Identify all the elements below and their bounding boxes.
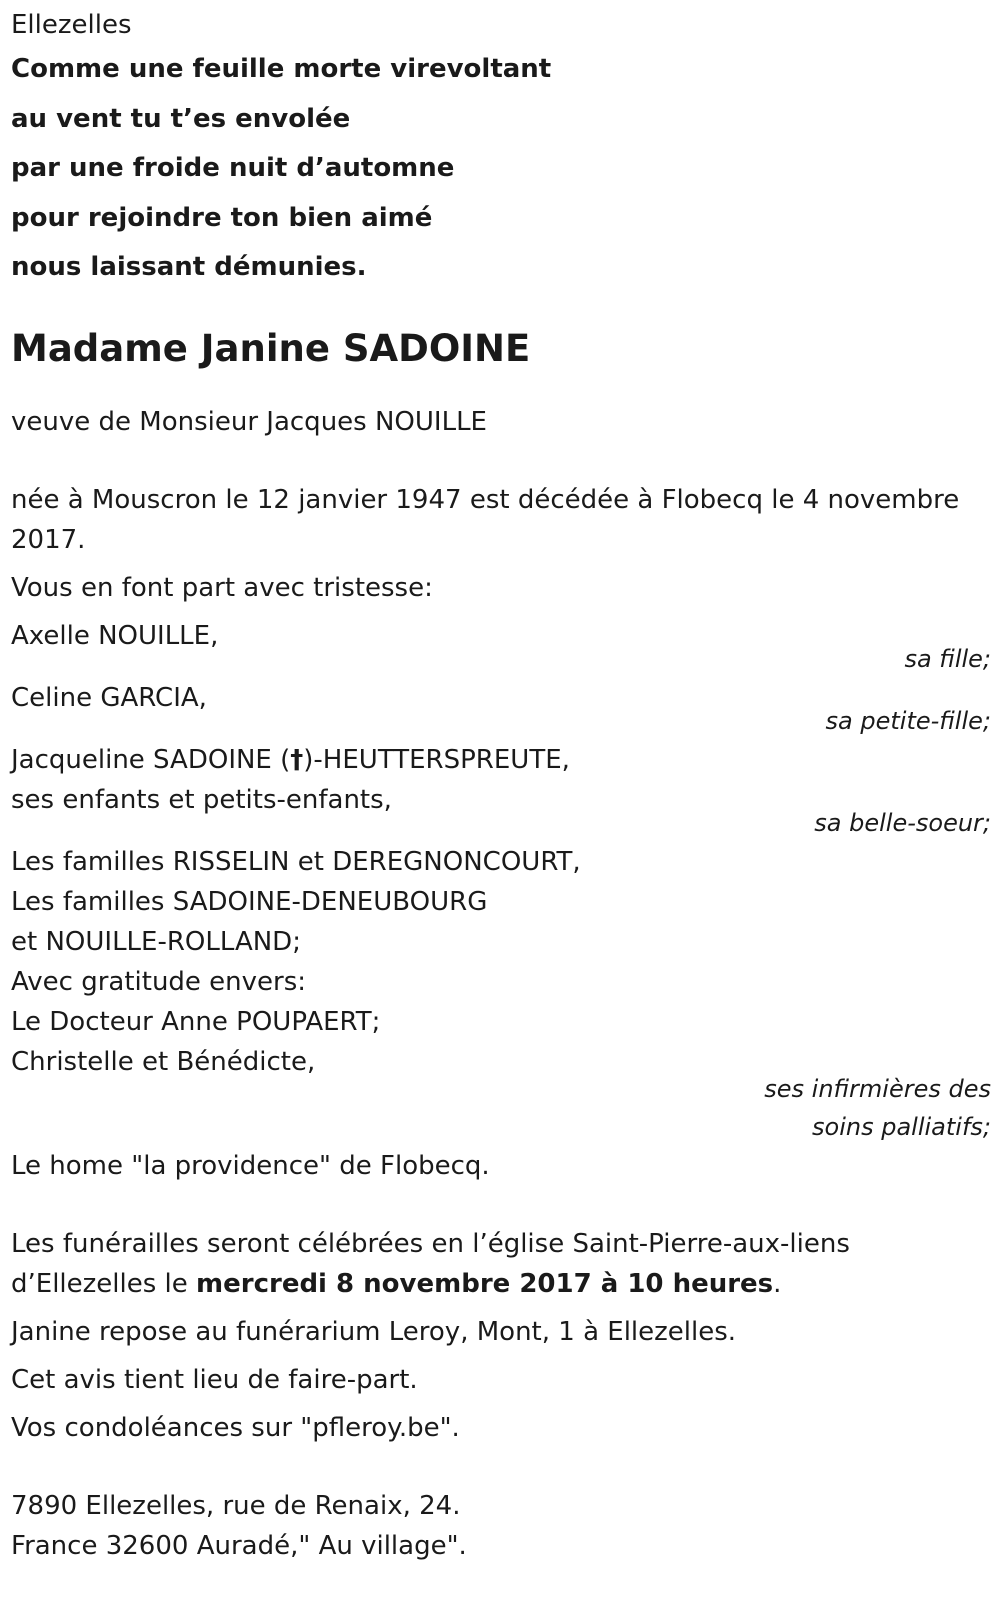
funeral-line: Les funérailles seront célébrées en l’église Saint-Pierre-aux-liens: [11, 1228, 850, 1259]
rest-line: Janine repose au funérarium Leroy, Mont, 1 à Ellezelles.: [11, 1316, 737, 1347]
funeral-text: d’Ellezelles le: [11, 1268, 197, 1299]
family-line: Les familles RISSELIN et DEREGNONCOURT,: [11, 846, 581, 877]
funeral-line: [11, 1264, 991, 1304]
address-line: 7890 Ellezelles, rue de Renaix, 24.: [11, 1490, 461, 1521]
funeral-paragraph: [11, 1224, 991, 1304]
family-role: sa petite-fille;: [825, 706, 991, 735]
poem-line: nous laissant démunies.: [11, 252, 367, 282]
family-entry-granddaughter: [11, 678, 991, 740]
family-role: ses infirmières des: [764, 1074, 991, 1103]
family-line: Avec gratitude envers:: [11, 966, 307, 997]
city-heading: Ellezelles: [11, 10, 132, 40]
family-entry-others: [11, 842, 991, 1146]
family-member-name-part: )-HEUTTERSPREUTE,: [303, 744, 570, 775]
family-role: sa belle-soeur;: [814, 808, 991, 837]
family-line: Le Docteur Anne POUPAERT;: [11, 1006, 381, 1037]
condolences-line: Vos condoléances sur "pfleroy.be".: [11, 1412, 460, 1443]
poem-line: Comme une feuille morte virevoltant: [11, 54, 552, 84]
announcement-line: Vous en font part avec tristesse:: [11, 572, 433, 603]
birth-death-line-continued: 2017.: [11, 524, 86, 555]
poem: [11, 45, 991, 293]
family-member-name-part: Jacqueline SADOINE (: [11, 744, 291, 775]
family-member-descendants: ses enfants et petits-enfants,: [11, 784, 392, 815]
poem-line: par une froide nuit d’automne: [11, 153, 455, 183]
family-line: et NOUILLE-ROLLAND;: [11, 926, 301, 957]
family-entry-sister-in-law: [11, 740, 991, 842]
funeral-date-time: mercredi 8 novembre 2017 à 10 heures: [196, 1268, 774, 1299]
family-member-name: [11, 740, 991, 780]
family-entry-daughter: [11, 616, 991, 678]
funeral-text: .: [773, 1268, 782, 1299]
family-role: soins palliatifs;: [812, 1112, 991, 1141]
poem-line: pour rejoindre ton bien aimé: [11, 202, 433, 233]
birth-death-line: née à Mouscron le 12 janvier 1947 est décédée à Flobecq le 4 novembre: [11, 484, 960, 515]
spouse-line: veuve de Monsieur Jacques NOUILLE: [11, 406, 487, 437]
family-member-name: Celine GARCIA,: [11, 682, 207, 713]
family-line: Les familles SADOINE-DENEUBOURG: [11, 886, 488, 917]
poem-line: au vent tu t’es envolée: [11, 103, 351, 134]
family-role: sa fille;: [904, 644, 991, 673]
family-line: Christelle et Bénédicte,: [11, 1046, 316, 1077]
address-line: France 32600 Auradé," Au village".: [11, 1530, 467, 1561]
cross-icon: †: [290, 744, 304, 775]
family-member-name: Axelle NOUILLE,: [11, 620, 219, 651]
notice-line: Cet avis tient lieu de faire-part.: [11, 1364, 418, 1395]
care-home-line: Le home "la providence" de Flobecq.: [11, 1150, 490, 1181]
obituary-document: [11, 0, 991, 1566]
deceased-name: Madame Janine SADOINE: [11, 326, 531, 370]
